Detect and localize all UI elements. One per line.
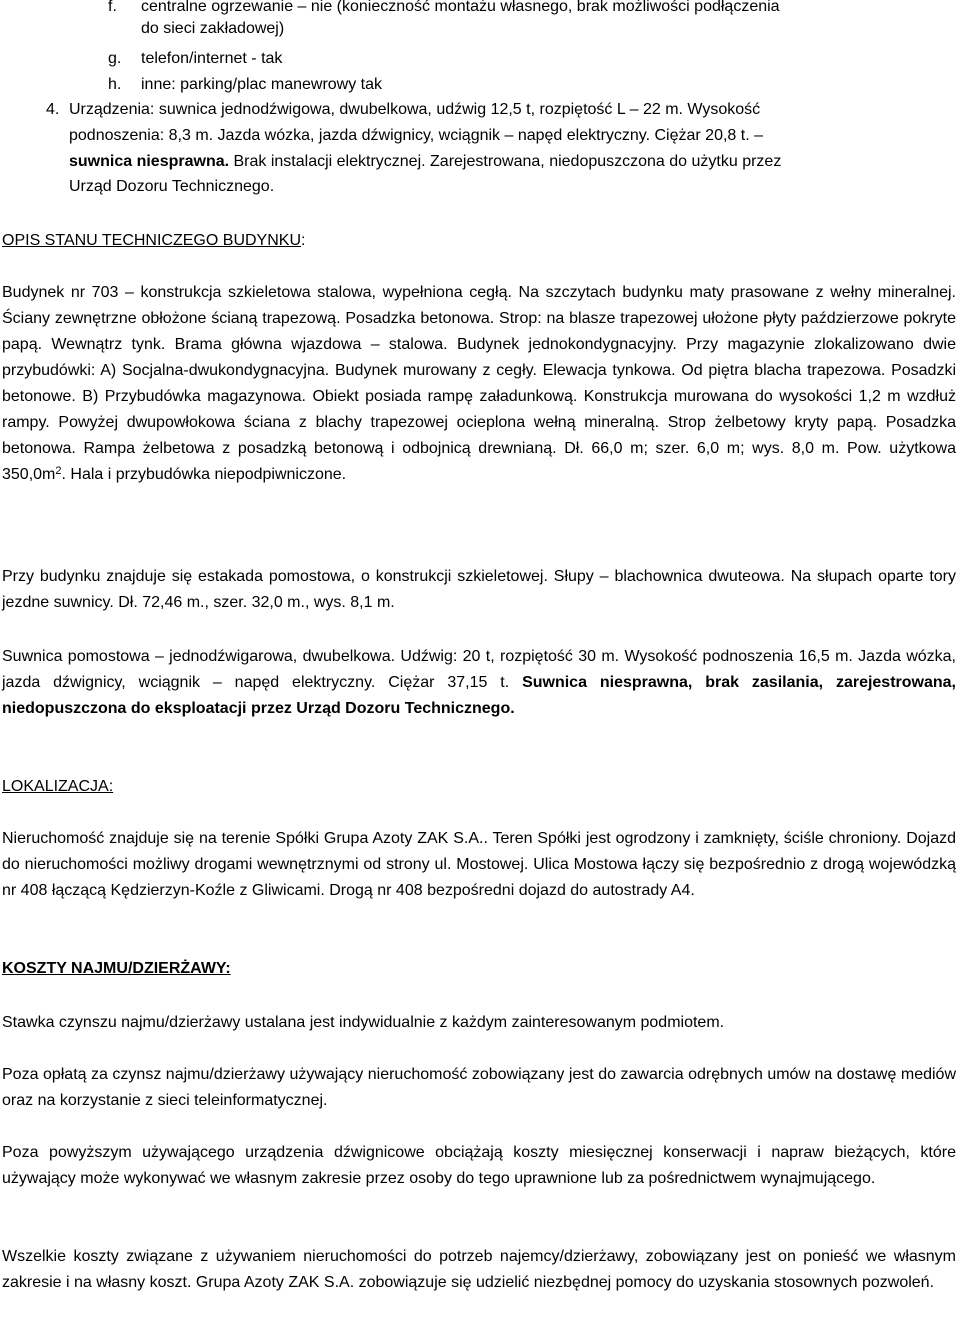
superscript-2: 2 — [55, 465, 62, 477]
list-item-4-line4: Urząd Dozoru Technicznego. — [69, 178, 275, 195]
list-marker: g. — [108, 50, 122, 67]
warning-bold-text: suwnica niesprawna. — [69, 153, 230, 170]
list-item-text: do sieci zakładowej) — [141, 20, 285, 37]
list-item-text: telefon/internet - tak — [141, 50, 283, 67]
list-item-text: Urządzenia: suwnica jednodźwigowa, dwubelkowa, udźwig 12,5 t, rozpiętość L – 22 m. Wysokość — [69, 101, 761, 118]
paragraph-budynek-703: Budynek nr 703 – konstrukcja szkieletowa stalowa, wypełniona cegłą. Na szczytach budynku maty prasowane z wełny mineralnej. Ściany zewnętrzne obłożone ścianą trapezową. Posadzka betonowa. Strop: na blasze trapezowej ułożone płyty paździerzowe pokryte papą. Wewnątrz tynk. Brama główna wjazdowa – stalowa. Budynek jednokondygnacyjny. Przy magazynie zlokalizowano dwie przybudówki: A) Socjalna-dwukondygnacyjna. Budynek murowany z cegły. Elewacja tynkowa. Od piętra blacha trapezowa. Posadzki betonowe. B) Przybudówka magazynowa. Obiekt posiada rampę załadunkową. Konstrukcja murowana do wysokości 1,2 m wzdłuż rampy. Powyżej dwupowłokowa ściana z blachy trapezowej ocieplona wełną mineralną. Strop żelbetowy kryty papą. Posadzka betonowa. Rampa żelbetowa z posadzką betonową i odbojnicą drewnianą. Dł. 66,0 m; szer. 6,0 m; wys. 8,0 m. Pow. użytkowa $350,0m^2$. Hala i przybudówka niepodpiwniczone. — [2, 284, 956, 483]
paragraph-suwnica-pomostowa: Suwnica pomostowa – jednodźwigarowa, dwubelkowa. Udźwig: 20 t, rozpiętość 30 m. Wysokość podnoszenia 16,5 m. Jazda wózka, jazda dźwignicy, wciągnik – napęd elektryczny. Ciężar 37,15 t. Suwnica niesprawna, brak zasilania, zarejestrowana, niedopuszczona do eksploatacji przez Urząd Dozoru Technicznego. — [2, 648, 956, 717]
paragraph-koszty-pozwolenia: Wszelkie koszty związane z używaniem nieruchomości do potrzeb najemcy/dzierżawy, zobowiązany jest on ponieść we własnym zakresie i na własny koszt. Grupa Azoty ZAK S.A. zobowiązuje się udzielić niezbędnej pomocy do uzyskania stosownych pozwoleń. — [2, 1248, 956, 1291]
section-heading-koszty: KOSZTY NAJMU/DZIERŻAWY: — [2, 960, 231, 977]
list-marker: 4. — [46, 101, 60, 118]
paragraph-oplaty-media: Poza opłatą za czynsz najmu/dzierżawy używający nieruchomość zobowiązany jest do zawarcia odrębnych umów na dostawę mediów oraz na korzystanie z sieci teleinformatycznej. — [2, 1066, 956, 1109]
warning-bold-text: Suwnica niesprawna, brak zasilania, zarejestrowana, niedopuszczona do eksploatacji przez Urząd Dozoru Technicznego. — [2, 674, 956, 717]
paragraph-stawka-czynszu: Stawka czynszu najmu/dzierżawy ustalana jest indywidualnie z każdym zainteresowanym podmiotem. — [2, 1014, 725, 1031]
list-item-4-line3: suwnica niesprawna. Brak instalacji elektrycznej. Zarejestrowana, niedopuszczona do użytku przez — [69, 153, 782, 170]
list-marker: f. — [108, 0, 117, 15]
list-item-text: inne: parking/plac manewrowy tak — [141, 76, 383, 93]
list-marker: h. — [108, 76, 122, 93]
list-item-text: centralne ogrzewanie – nie (konieczność montażu własnego, brak możliwości podłączenia — [141, 0, 780, 15]
section-heading-opis: OPIS STANU TECHNICZEGO BUDYNKU: — [2, 232, 306, 249]
section-heading-lokalizacja: LOKALIZACJA: — [2, 778, 114, 795]
paragraph-estakada: Przy budynku znajduje się estakada pomostowa, o konstrukcji szkieletowej. Słupy – blachownica dwuteowa. Na słupach oparte tory jezdne suwnicy. Dł. 72,46 m., szer. 32,0 m., wys. 8,1 m. — [2, 568, 956, 611]
paragraph-konserwacja: Poza powyższym używającego urządzenia dźwignicowe obciążają koszty miesięcznej konserwacji i napraw bieżących, które używający może wykonywać we własnym zakresie przez osoby do tego uprawnione lub za pośrednictwem wynajmującego. — [2, 1144, 956, 1187]
paragraph-lokalizacja: Nieruchomość znajduje się na terenie Spółki Grupa Azoty ZAK S.A.. Teren Spółki jest ogrodzony i zamknięty, ściśle chroniony. Dojazd do nieruchomości możliwy drogami wewnętrznymi od strony ul. Mostowej. Ulica Mostowa łączy się bezpośrednio z drogą wojewódzką nr 408 łączącą Kędzierzyn-Koźle z Gliwicami. Drogą nr 408 bezpośredni dojazd do autostrady A4. — [2, 830, 956, 899]
list-item-4-line2: podnoszenia: 8,3 m. Jazda wózka, jazda dźwignicy, wciągnik – napęd elektryczny. Ciężar 20,8 t. – — [69, 127, 763, 144]
list-item-f-continuation — [141, 19, 284, 39]
